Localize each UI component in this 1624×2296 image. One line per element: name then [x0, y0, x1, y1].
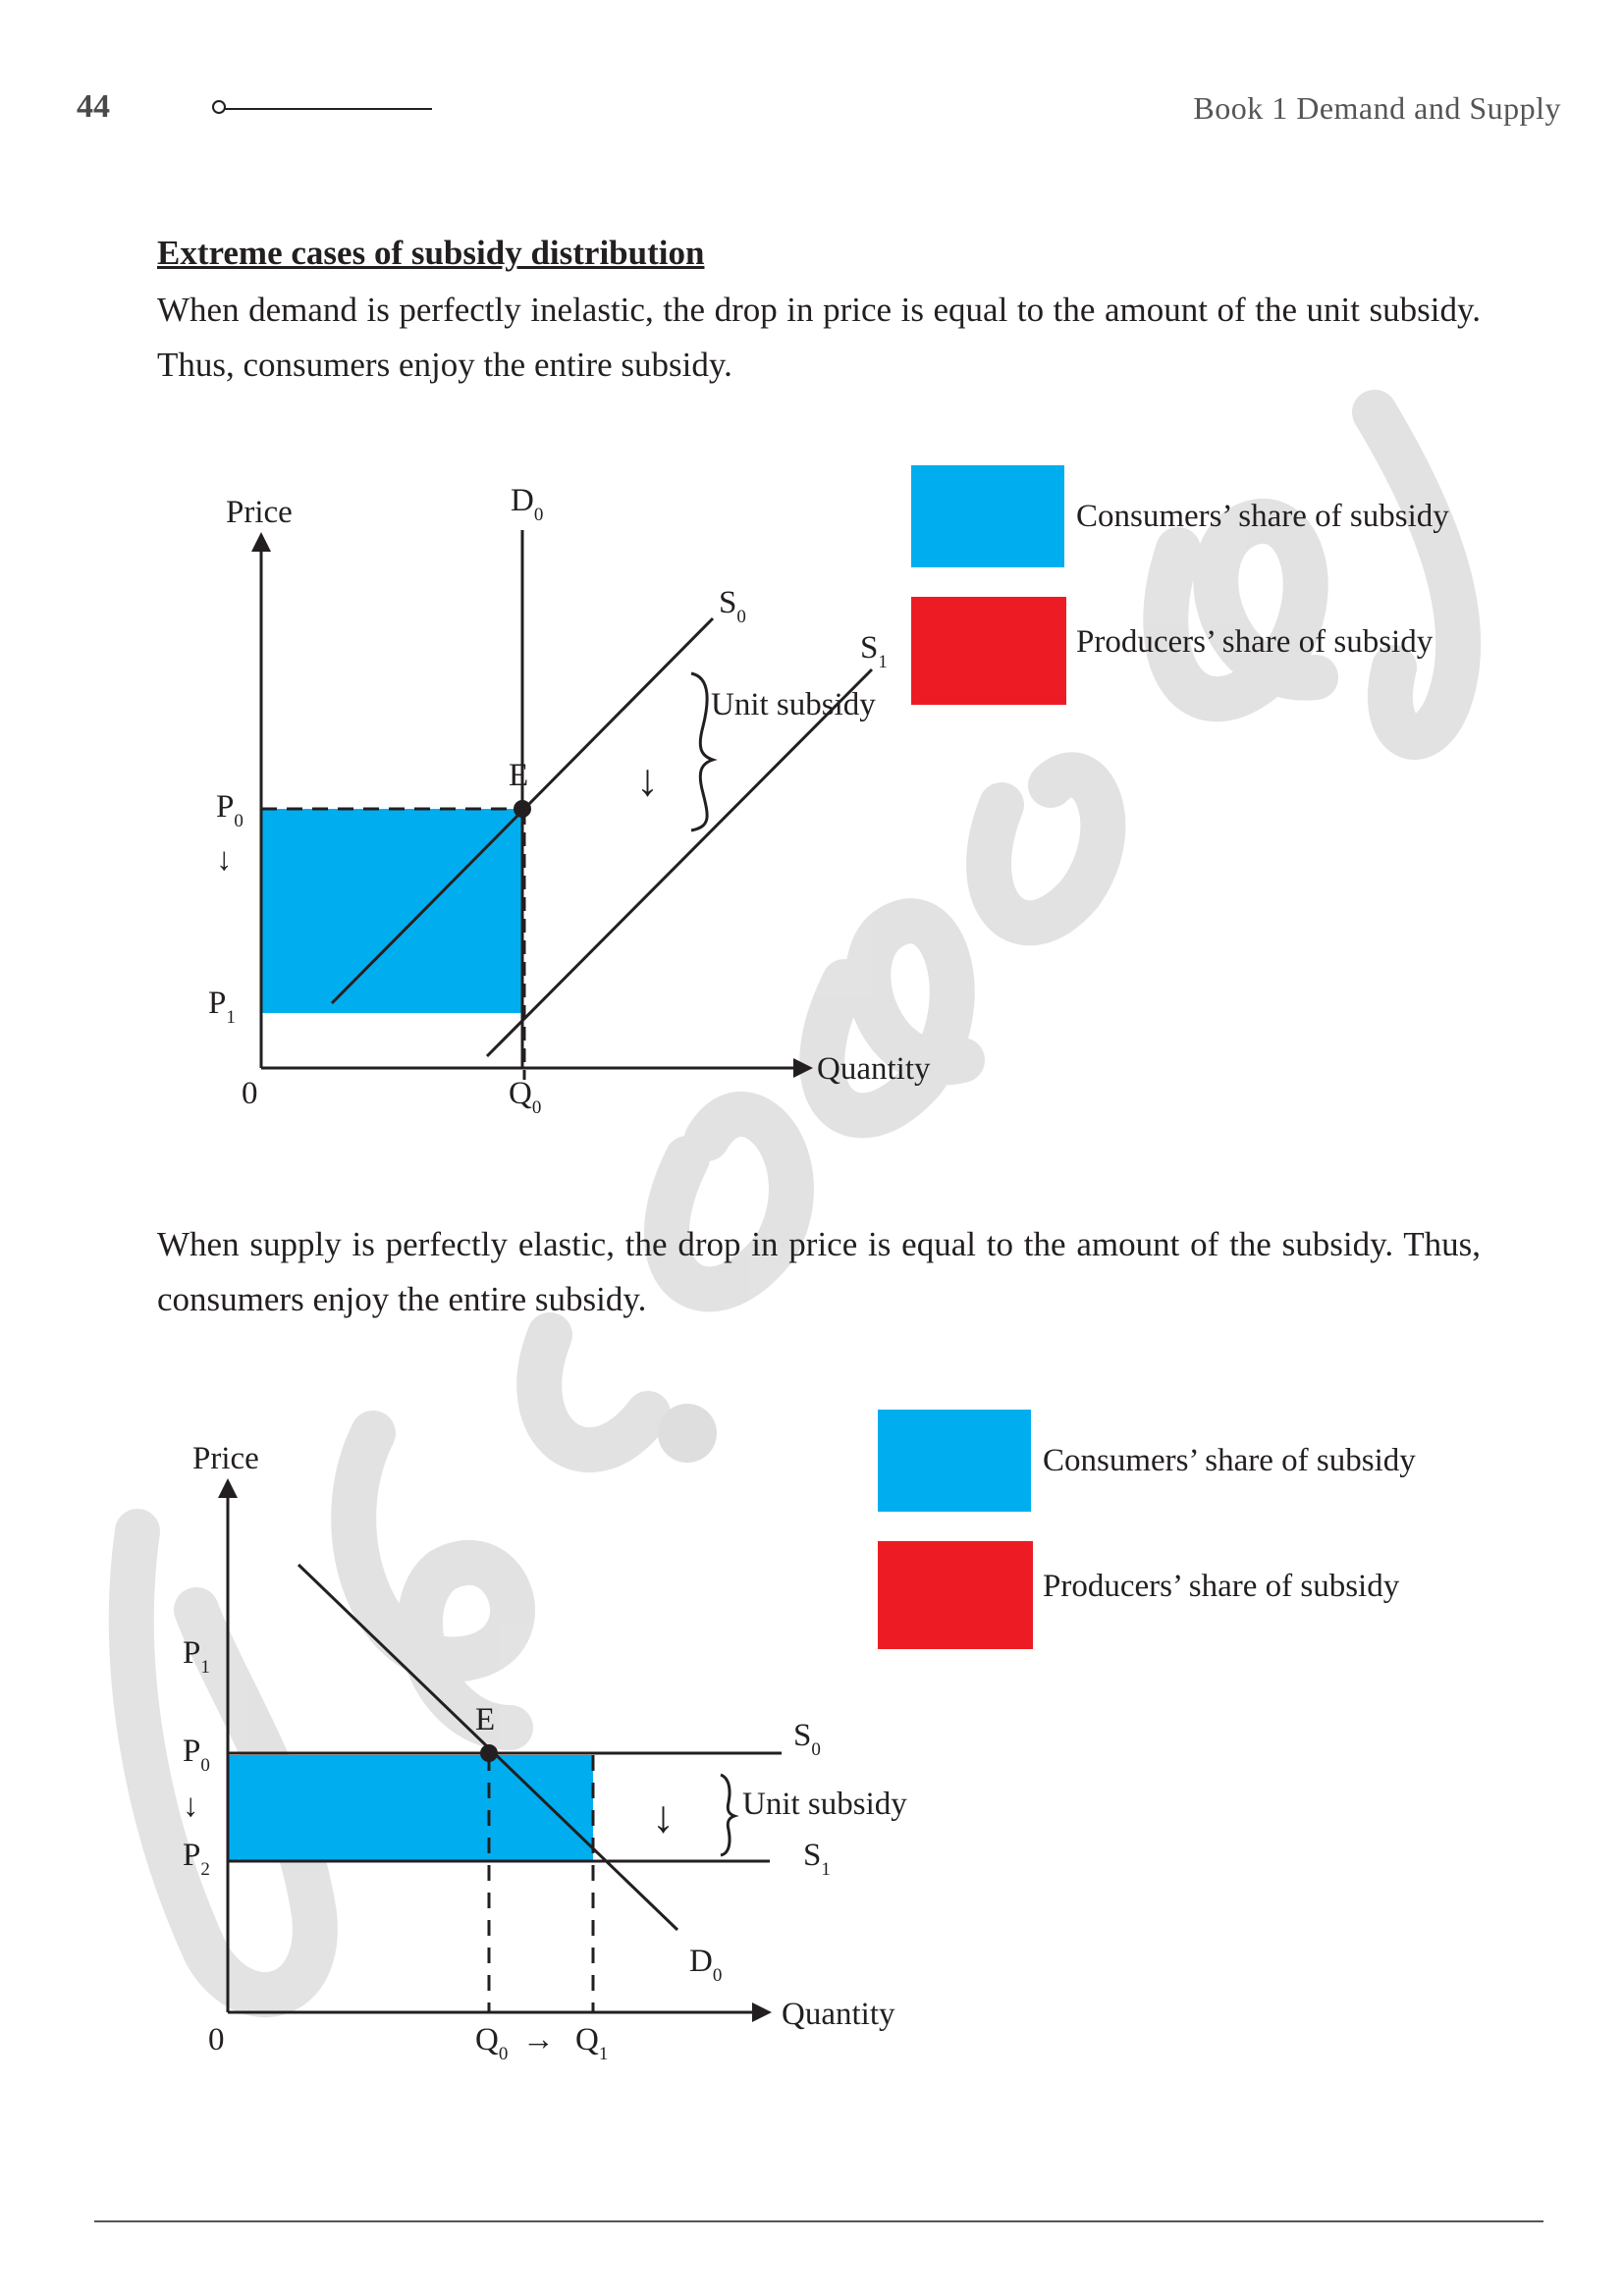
- fig2-subsidy-arrow: ↓: [652, 1791, 675, 1842]
- fig2-unit-subsidy-label: Unit subsidy: [742, 1787, 907, 1822]
- fig1-p1-label: $P_1$: [208, 986, 236, 1028]
- fig1-equilibrium-label: E: [509, 758, 529, 793]
- fig1-supply1-label: $S_1$: [860, 630, 888, 672]
- fig2-legend-producer-label: Producers’ share of subsidy: [1043, 1569, 1400, 1604]
- fig2-equilibrium-point: [480, 1744, 498, 1762]
- fig2-legend-consumer-swatch: [878, 1410, 1031, 1512]
- fig1-legend-consumer-label: Consumers’ share of subsidy: [1076, 499, 1449, 534]
- fig2-p1-label: $P_1$: [183, 1635, 210, 1678]
- fig1-price-arrow: ↓: [216, 842, 233, 878]
- fig1-x-axis-label: Quantity: [817, 1051, 931, 1087]
- fig2-p2-label: $P_2$: [183, 1838, 210, 1880]
- section-title: Extreme cases of subsidy distribution: [157, 234, 705, 272]
- fig2-x-axis-arrow: [752, 2002, 772, 2022]
- fig2-origin-label: 0: [208, 2022, 225, 2057]
- fig2-legend-consumer-label: Consumers’ share of subsidy: [1043, 1443, 1416, 1478]
- paragraph-1: When demand is perfectly inelastic, the drop in price is equal to the amount of the unit subsidy. Thus, consumers enjoy the entire subsidy.: [157, 291, 1481, 384]
- fig1-unit-subsidy-label: Unit subsidy: [711, 687, 876, 722]
- footer-rule: [94, 2220, 1543, 2222]
- fig2-p0-label: $P_0$: [183, 1734, 210, 1776]
- fig2-supply1-label: $S_1$: [803, 1838, 831, 1880]
- fig1-supply0-label: $S_0$: [719, 585, 746, 627]
- running-head: Book 1 Demand and Supply: [1193, 90, 1561, 126]
- fig2-legend-producer-swatch: [878, 1541, 1033, 1649]
- fig2-supply0-label: $S_0$: [793, 1718, 821, 1760]
- page-number: 44: [77, 88, 110, 125]
- paragraph-2: When supply is perfectly elastic, the drop in price is equal to the amount of the subsidy. Thus, consumers enjoy the entire subsidy.: [157, 1225, 1481, 1318]
- fig2-q0-label: $Q_0$: [475, 2022, 509, 2064]
- fig2-y-axis-label: Price: [192, 1441, 259, 1476]
- fig1-p0-label: $P_0$: [216, 789, 244, 831]
- fig1-demand-label: $D_0$: [511, 483, 544, 525]
- fig2-q1-label: $Q_1$: [575, 2022, 609, 2064]
- fig2-x-axis-label: Quantity: [782, 1997, 895, 2032]
- fig2-demand-label: $D_0$: [689, 1944, 723, 1986]
- fig1-subsidy-arrow: ↓: [636, 755, 659, 805]
- fig2-equilibrium-label: E: [475, 1702, 496, 1737]
- fig1-legend-producer-label: Producers’ share of subsidy: [1076, 624, 1434, 660]
- fig2-consumer-share-area: [228, 1755, 593, 1861]
- fig2-y-axis-arrow: [218, 1478, 238, 1498]
- fig2-unit-subsidy-brace: [721, 1775, 734, 1855]
- fig1-q0-label: $Q_0$: [509, 1076, 542, 1118]
- fig1-origin-label: 0: [242, 1076, 258, 1111]
- fig1-y-axis-label: Price: [226, 495, 293, 530]
- fig2-q-arrow: →: [522, 2022, 555, 2057]
- fig2-price-arrow: ↓: [183, 1789, 199, 1824]
